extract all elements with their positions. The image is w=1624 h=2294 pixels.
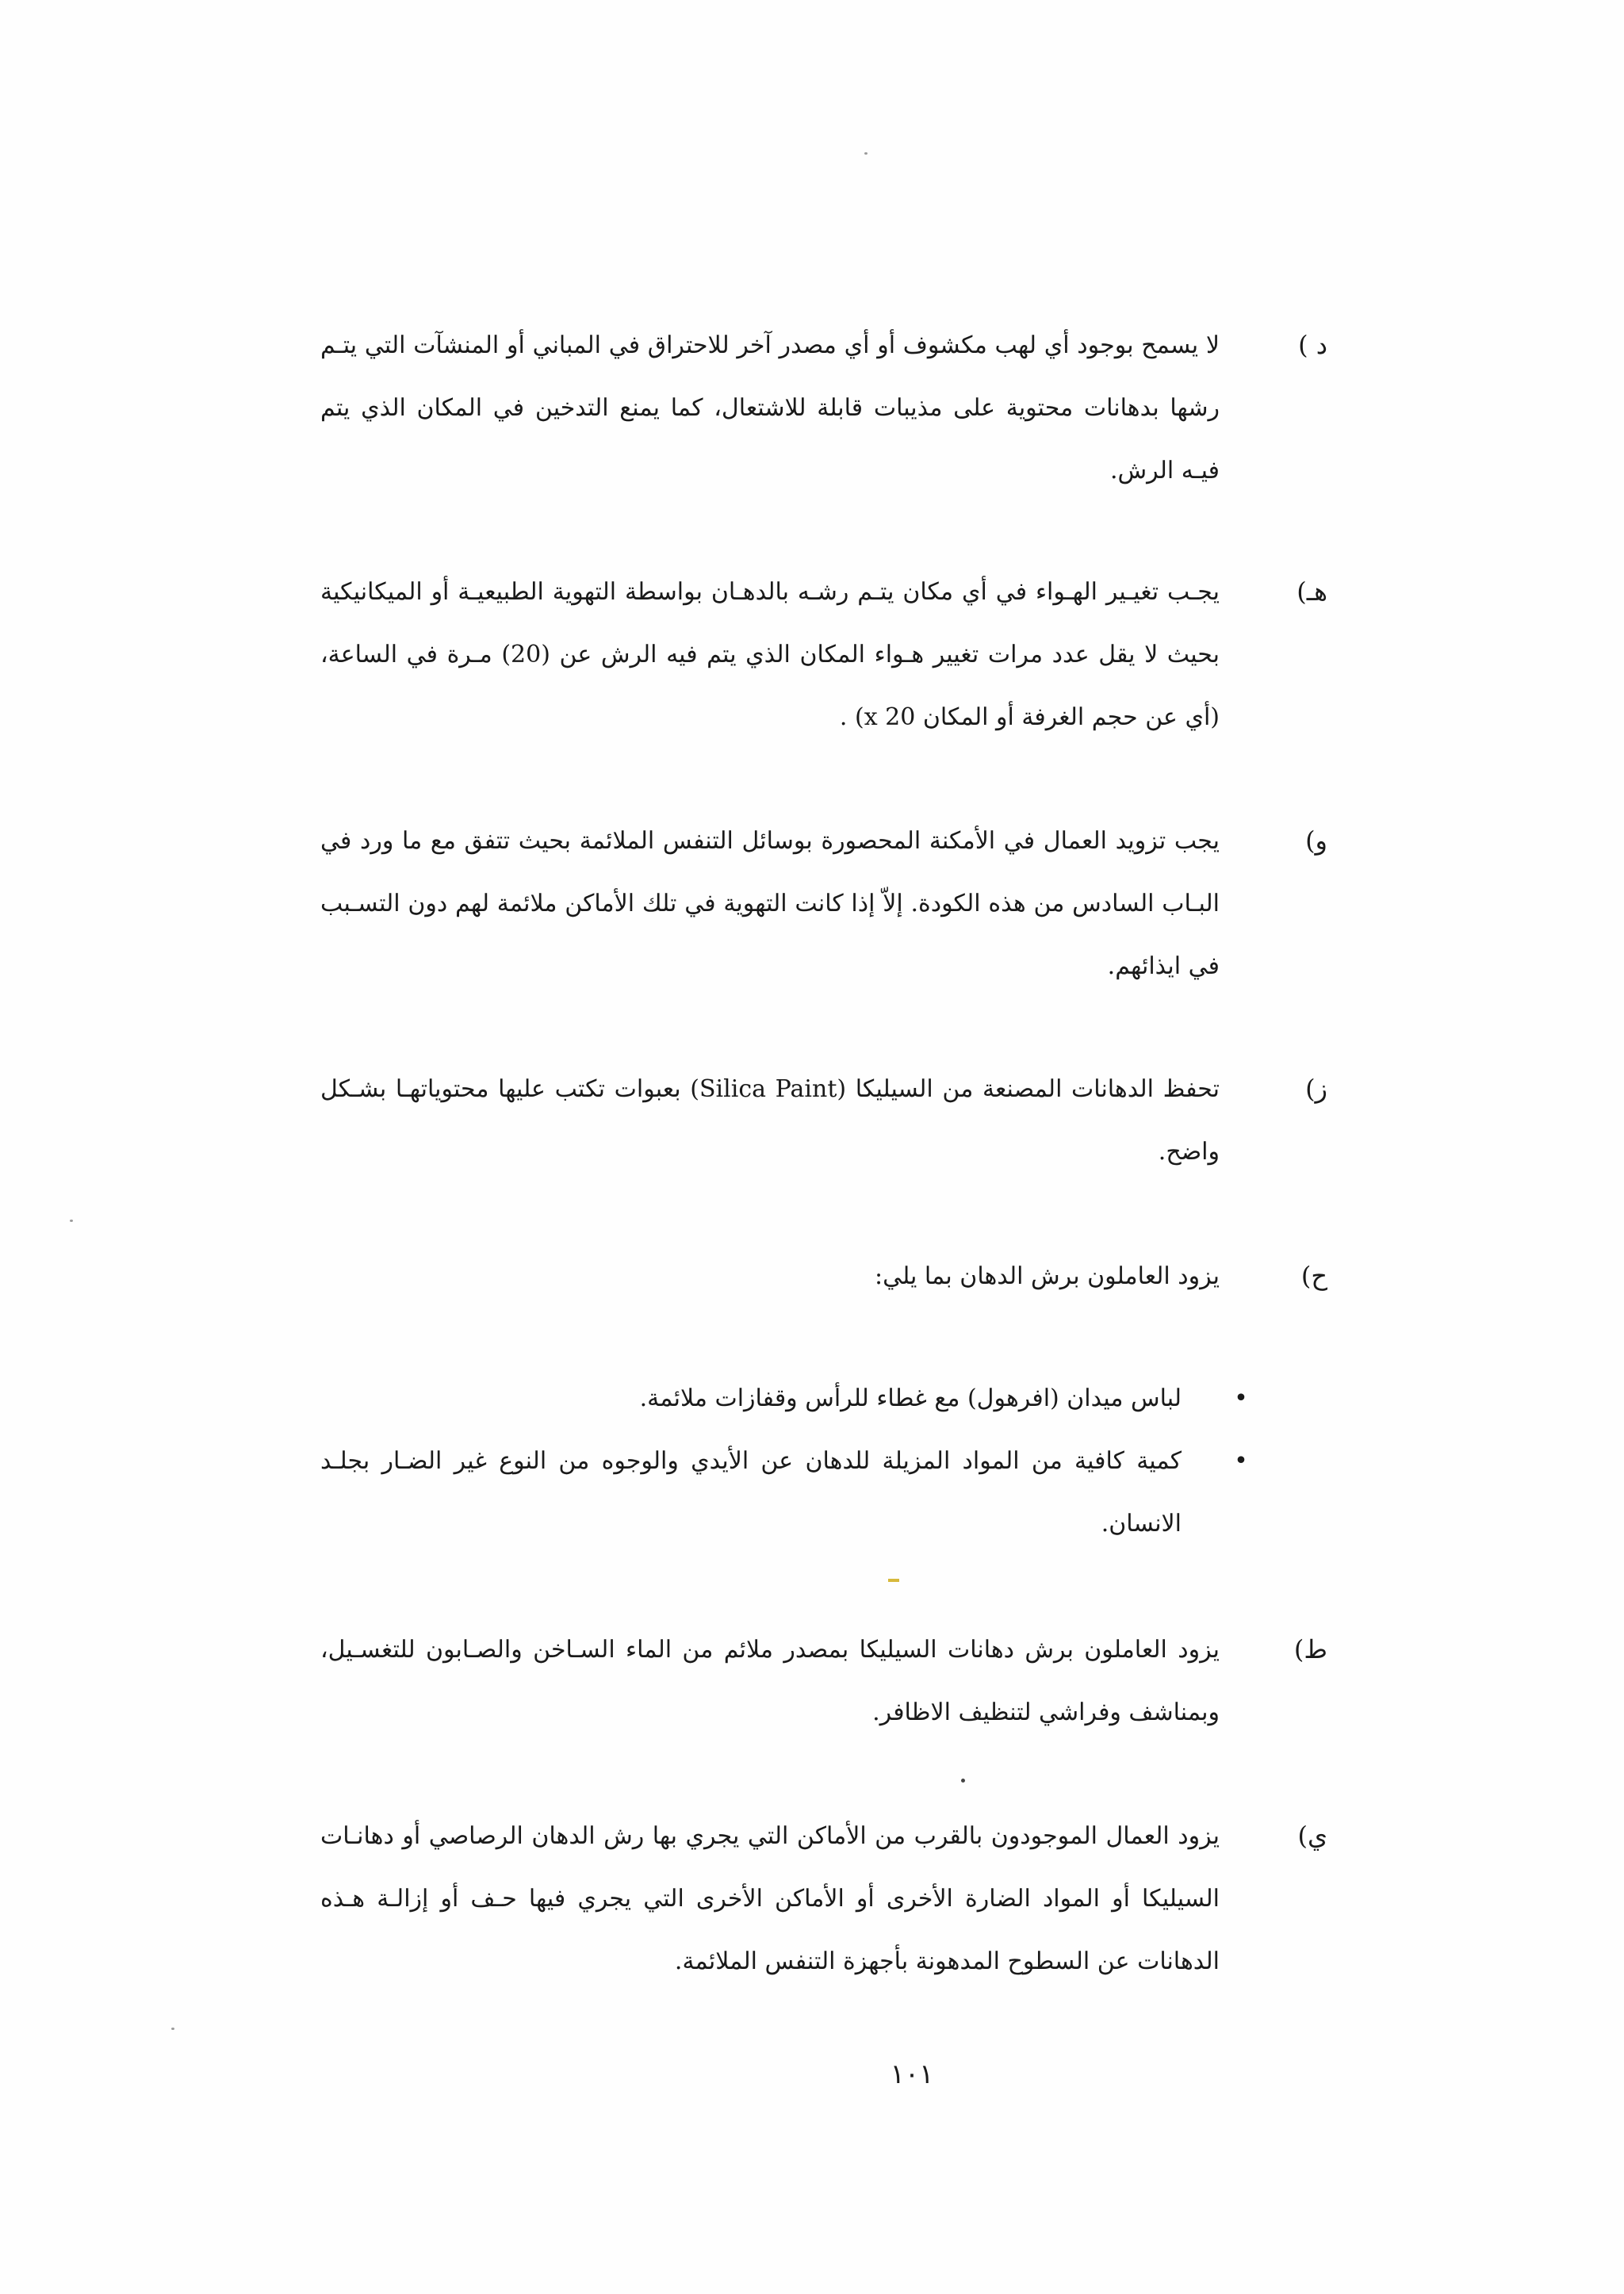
clause-text: يزود العمال الموجودون بالقرب من الأماكن التي يجري بها رش الدهان الرصاصي أو دهانـات السيليكا أو المواد الضارة الأخرى أو الأماكن الأخرى التي يجري فيها حـف أو إزالـة هـذه الدهانات عن السطوح المدهونة بأجهزة التنفس الملائمة. bbox=[320, 1822, 1220, 1975]
clause-marker: ط) bbox=[1293, 1634, 1327, 1664]
bullet-dot: • bbox=[1234, 1447, 1248, 1475]
clause-marker: ز) bbox=[1305, 1074, 1327, 1104]
page-number: ١٠١ bbox=[890, 2058, 934, 2090]
clause-marker: ح) bbox=[1300, 1261, 1327, 1291]
clause-marker: ي) bbox=[1297, 1821, 1327, 1851]
clause-text: لا يسمح بوجود أي لهب مكشوف أو أي مصدر آخر للاحتراق في المباني أو المنشآت التي يتـم رشها بدهانات محتوية على مذيبات قابلة للاشتعال، كما يمنع التدخين في المكان الذي يتم فيـه الرش. bbox=[320, 331, 1220, 484]
clause-text: تحفظ الدهانات المصنعة من السيليكا (Silica Paint) بعبوات تكتب عليها محتوياتهـا بشـكل واضح. bbox=[320, 1075, 1220, 1166]
clause-ha bbox=[320, 561, 1327, 751]
clause-ya bbox=[320, 1805, 1327, 1995]
scan-speck bbox=[864, 152, 868, 155]
bullet-dot: • bbox=[1234, 1384, 1248, 1412]
scan-speck bbox=[70, 1220, 73, 1222]
clause-text: يزود العاملون برش دهانات السيليكا بمصدر ملائم من الماء السـاخن والصـابون للتغسـيل، وبمناشف وفراشي لتنظيف الاظافر. bbox=[320, 1636, 1220, 1726]
clause-ta bbox=[320, 1618, 1327, 1745]
clause-text: يزود العاملون برش الدهان بما يلي: bbox=[874, 1262, 1220, 1290]
clause-marker: هـ) bbox=[1297, 576, 1327, 607]
clause-ha2 bbox=[320, 1245, 1327, 1308]
clause-zay bbox=[320, 1058, 1327, 1185]
clause-marker: و) bbox=[1305, 825, 1327, 856]
bullet-text: كمية كافية من المواد المزيلة للدهان عن الأيدي والوجوه من النوع غير الضـار بجلـد الانسان. bbox=[320, 1447, 1182, 1538]
scan-speck bbox=[171, 2028, 174, 2030]
scan-mark bbox=[888, 1579, 899, 1582]
clause-dal bbox=[320, 314, 1327, 504]
clause-text: يجب تزويد العمال في الأمكنة المحصورة بوسائل التنفس الملائمة بحيث تتفق مع ما ورد في البـاب السادس من هذه الكودة. إلاّ إذا كانت التهوية في تلك الأماكن ملائمة لهم دون التسـبب في ايذائهم. bbox=[320, 827, 1220, 980]
clause-marker: د ) bbox=[1298, 330, 1327, 360]
clause-text: يجـب تغيـير الهـواء في أي مكان يتـم رشـه بالدهـان بواسطة التهوية الطبيعيـة أو الميكانيكية بحيث لا يقل عدد مرات تغيير هـواء المكان الذي يتم فيه الرش عن (20) مـرة في الساعة، (أي عن حجم الغرفة أو المكان x 20) . bbox=[320, 578, 1220, 731]
scan-speck bbox=[961, 1779, 965, 1783]
bullet-item bbox=[320, 1367, 1253, 1430]
clause-waw bbox=[320, 810, 1327, 1000]
bullet-item bbox=[320, 1430, 1253, 1557]
bullet-text: لباس ميدان (افرهول) مع غطاء للرأس وقفازات ملائمة. bbox=[639, 1384, 1182, 1412]
